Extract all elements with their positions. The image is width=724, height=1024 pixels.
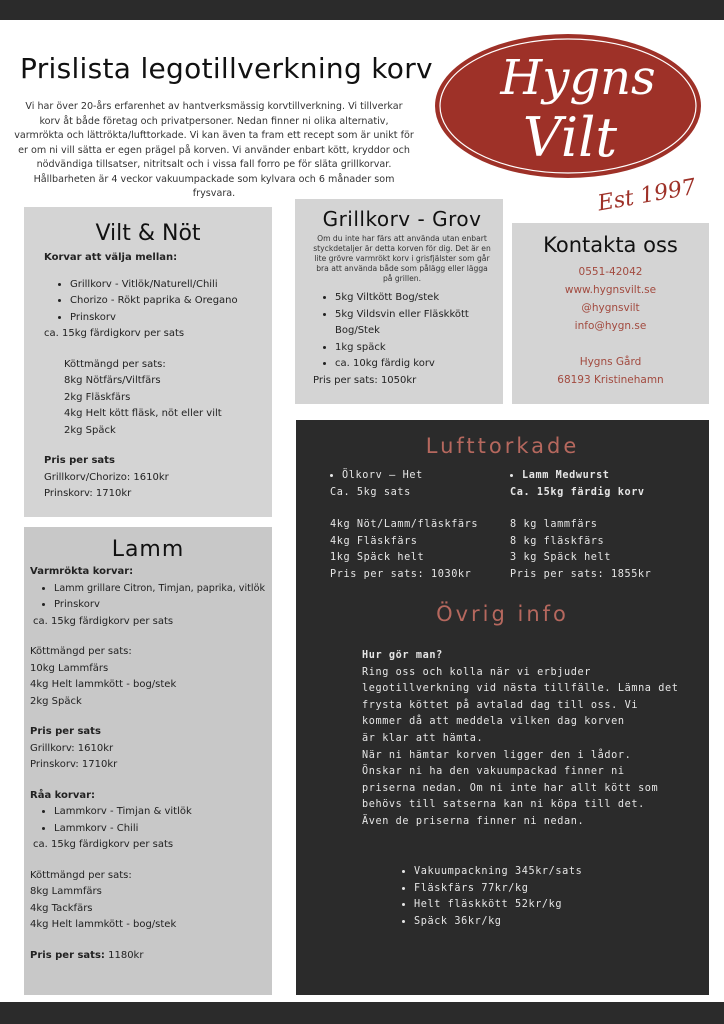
info-line: frysta köttet på avtalad dag till oss. Vi	[362, 699, 639, 711]
grillkorv-desc: Om du inte har färs att använda utan enbart styckdetaljer är detta korven för dig. Det är en lite grövre varmrökt korv i grisfjälster som går bra att använda både som pålägg eller lägga på grillen.	[313, 234, 491, 283]
price-line: Grillkorv: 1610kr	[30, 742, 114, 754]
vilt-not-title: Vilt & Nöt	[95, 221, 201, 246]
vilt-not-subtitle: Korvar att välja mellan:	[44, 252, 178, 263]
list-item: • Prinskorv	[70, 310, 252, 327]
list-item: • Prinskorv	[54, 597, 266, 614]
meat-line: 8kg Lammfärs	[30, 886, 102, 897]
raw-price-value: 1180kr	[104, 949, 144, 961]
price-title: Pris per sats	[44, 455, 115, 466]
recipe-line: 8 kg lammfärs	[510, 519, 598, 531]
grillkorv-box	[295, 199, 503, 404]
meat-title: Köttmängd per sats:	[30, 646, 132, 657]
meat-title: Köttmängd per sats:	[64, 358, 166, 370]
meat-line: 4kg Helt lammkött - bog/stek	[30, 679, 177, 690]
hygns-vilt-logo	[428, 26, 718, 226]
list-item: • 5kg Vildsvin eller Fläskkött Bog/Stek	[335, 307, 491, 340]
meat-title: Köttmängd per sats:	[30, 869, 132, 881]
list-item: • Ölkorv – Het	[342, 468, 510, 485]
price-line: Pris per sats: 1855kr	[510, 568, 652, 580]
recipe-line: 3 kg Späck helt	[510, 552, 612, 564]
page-title: Prislista legotillverkning korv	[20, 52, 433, 85]
batch-size: Ca. 15kg färdig korv	[510, 486, 645, 498]
lufttorkade-col1	[330, 468, 510, 584]
contact-address: 68193 Kristinehamn	[557, 374, 664, 386]
meat-line: 4kg Tackfärs	[30, 902, 93, 914]
contact-title: Kontakta oss	[543, 233, 678, 257]
list-item: • Lamm Medwurst	[522, 468, 700, 485]
meat-line: 2kg Späck	[64, 424, 116, 436]
info-line: Även de priserna finner ni nedan.	[362, 815, 585, 827]
info-line: kommer då att meddela vilken dag korven	[362, 716, 625, 728]
info-line: När ni hämtar korven ligger den i lådor.	[362, 749, 632, 761]
list-item: • Lammkorv - Timjan & vitlök	[54, 804, 266, 821]
list-item: • Späck 36kr/kg	[414, 914, 714, 931]
price-line: Prinskorv: 1710kr	[44, 488, 132, 499]
grillkorv-title: Grillkorv - Grov	[322, 207, 482, 231]
info-line: Ring oss och kolla när vi erbjuder	[362, 666, 591, 678]
lamm-box	[24, 527, 272, 995]
logo-line2: Vilt	[522, 106, 618, 169]
contact-farm: Hygns Gård	[579, 356, 642, 368]
raw-title: Råa korvar:	[30, 789, 96, 801]
logo-line1: Hygns	[500, 50, 656, 106]
dark-info-panel	[296, 420, 709, 995]
lufttorkade-col2	[510, 468, 700, 584]
recipe-line: 8 kg fläskfärs	[510, 535, 605, 547]
recipe-line: 1kg Späck helt	[330, 552, 425, 564]
info-line: Önskar ni ha den vakuumpackad finner ni	[362, 766, 625, 778]
contact-phone[interactable]: 0551-42042	[578, 266, 643, 278]
list-item: • Grillkorv - Vitlök/Naturell/Chili	[70, 277, 252, 294]
price-line: Prinskorv: 1710kr	[30, 759, 118, 770]
batch-size: ca. 15kg färdigkorv per sats	[33, 839, 174, 850]
batch-size: ca. 15kg färdigkorv per sats	[33, 615, 174, 627]
meat-line: 2kg Fläskfärs	[64, 391, 131, 403]
lamm-title: Lamm	[111, 537, 185, 562]
contact-social[interactable]: @hygnsvilt	[581, 302, 640, 314]
info-line: behövs till satserna kan ni köpa till det.	[362, 799, 645, 811]
top-bar	[0, 0, 724, 20]
vilt-not-box	[24, 207, 272, 517]
price-line: Pris per sats: 1030kr	[330, 568, 472, 580]
raw-price-label: Pris per sats:	[30, 949, 105, 961]
extras-list	[392, 864, 714, 930]
list-item: • Helt fläskkött 52kr/kg	[414, 897, 714, 914]
meat-line: 4kg Helt lammkött - bog/stek	[30, 919, 177, 930]
batch-size: Ca. 5kg sats	[330, 486, 411, 498]
bottom-bar	[0, 1002, 724, 1024]
list-item: • ca. 10kg färdig korv	[335, 356, 491, 373]
info-line: priserna nedan. Om ni inte har allt kött som	[362, 782, 659, 794]
grillkorv-price: Pris per sats: 1050kr	[313, 374, 417, 386]
batch-size: ca. 15kg färdigkorv per sats	[44, 328, 185, 339]
info-line: legotillverkning vid nästa tillfälle. Lämna det	[362, 683, 679, 695]
list-item: • Lamm grillare Citron, Timjan, paprika, vitlök	[54, 581, 266, 598]
intro-text: Vi har över 20-års erfarenhet av hantverksmässig korvtillverkning. Vi tillverkar korv åt både företag och privatpersoner. Nedan finner ni olika alternativ, varmrökta och lättrökta/lufttorkade. Vi kan även ta fram ett recept som är unikt för er om ni vill sätta er egen prägel på korven. Vi använder enbart kött, kryddor och nödvändiga tillsatser, nitritsalt och i vissa fall forro pe för släta grillkorvar. Hållbarheten är 4 veckor vakuumpackade som kylvara och 6 månader som frysvara.	[14, 101, 414, 199]
list-item: • Vakuumpackning 345kr/sats	[414, 864, 714, 881]
list-item: • Chorizo - Rökt paprika & Oregano	[70, 293, 252, 310]
logo-est: Est 1997	[595, 174, 698, 217]
info-line: är klar att hämta.	[362, 732, 484, 744]
price-title: Pris per sats	[30, 726, 101, 737]
meat-line: 10kg Lammfärs	[30, 662, 109, 674]
list-item: • Fläskfärs 77kr/kg	[414, 881, 714, 898]
question-heading: Hur gör man?	[362, 650, 443, 661]
list-item: • 1kg späck	[335, 340, 491, 357]
contact-website-link[interactable]: www.hygnsvilt.se	[564, 284, 657, 296]
contact-email-link[interactable]: info@hygn.se	[574, 320, 647, 332]
price-line: Grillkorv/Chorizo: 1610kr	[44, 471, 169, 483]
list-item: • 5kg Viltkött Bog/stek	[335, 290, 491, 307]
ovrig-text	[362, 648, 702, 831]
meat-line: 2kg Späck	[30, 695, 82, 707]
meat-line: 8kg Nötfärs/Viltfärs	[64, 375, 161, 386]
ovrig-title: Övrig info	[436, 602, 569, 626]
recipe-line: 4kg Nöt/Lamm/fläskfärs	[330, 519, 479, 531]
meat-line: 4kg Helt kött fläsk, nöt eller vilt	[64, 408, 222, 419]
lufttorkade-title: Lufttorkade	[425, 434, 580, 458]
smoked-title: Varmrökta korvar:	[30, 566, 134, 577]
recipe-line: 4kg Fläskfärs	[330, 535, 418, 547]
list-item: • Lammkorv - Chili	[54, 821, 266, 838]
contact-box	[512, 223, 709, 404]
